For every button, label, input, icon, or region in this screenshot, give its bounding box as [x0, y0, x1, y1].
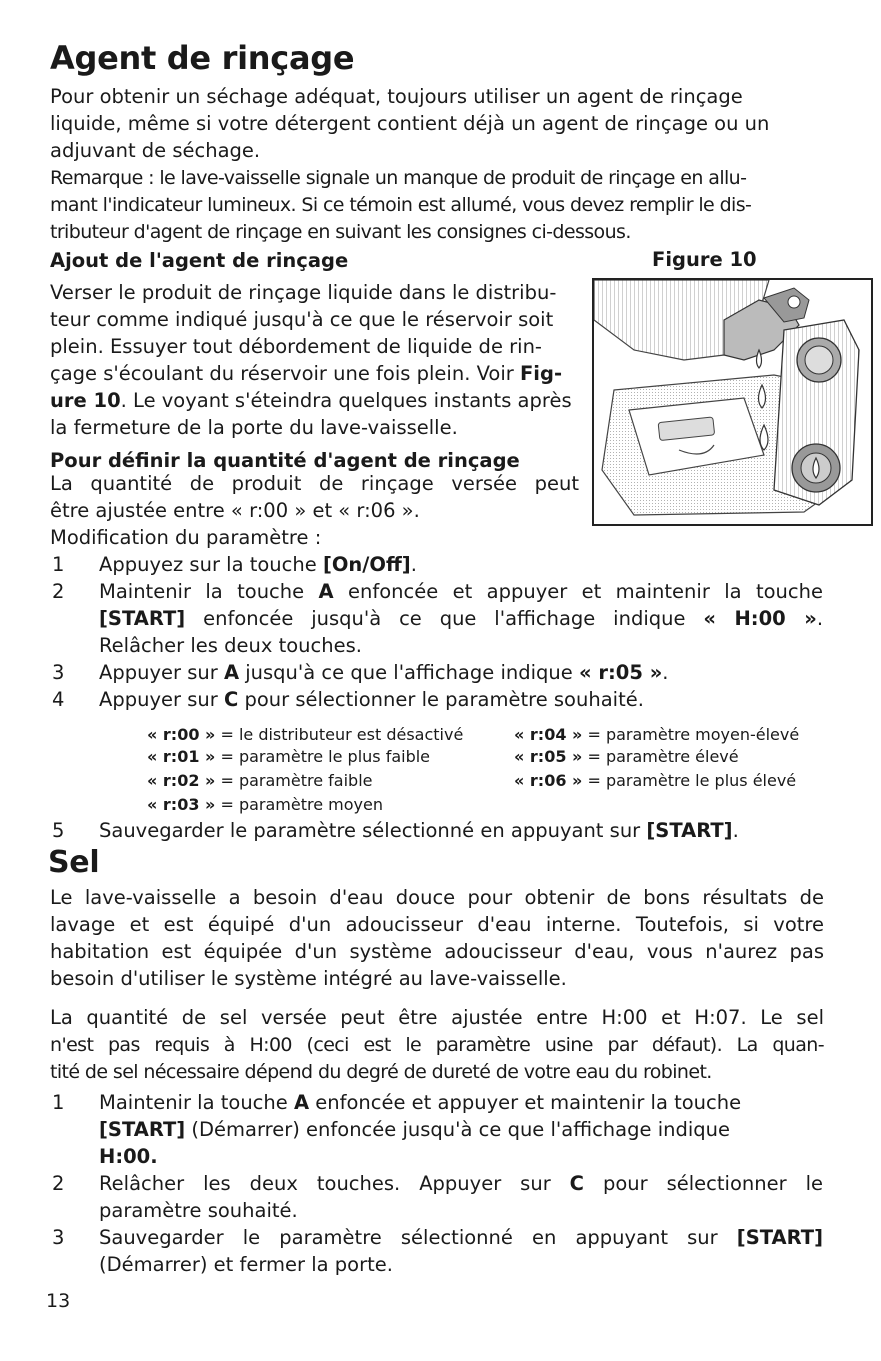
salt-p1-line-1: Le lave-vaisselle a besoin d'eau douce pour obtenir de bons résultats de	[50, 886, 824, 909]
salt-step-2-line-1	[99, 1171, 823, 1198]
step-5-text	[99, 818, 739, 845]
step-text: .	[732, 819, 739, 842]
start-key: [START]	[99, 607, 186, 630]
salt-step-3-line-2: (Démarrer) et fermer la porte.	[99, 1253, 393, 1276]
option-desc: = paramètre faible	[215, 771, 373, 790]
step-text: Maintenir la touche	[99, 580, 319, 603]
option-desc: = paramètre le plus élevé	[582, 771, 797, 790]
figure-ref-part1: Fig-	[519, 362, 563, 385]
on-off-key: [On/Off]	[322, 553, 411, 576]
qty-line-3: Modification du paramètre :	[50, 526, 322, 549]
salt-step-1-line-2	[99, 1117, 730, 1144]
figure-ref-part2: ure 10	[50, 389, 121, 412]
remark-line-2: mant l'indicateur lumineux. Si ce témoin est allumé, vous devez remplir le dis-	[50, 194, 752, 216]
option-code: « r:04 »	[514, 725, 583, 744]
step-number: 3	[52, 1226, 65, 1249]
salt-p2-line-1: La quantité de sel versée peut être ajustée entre H:00 et H:07. Le sel	[50, 1006, 824, 1029]
rinse-dispenser-drawing	[594, 280, 871, 524]
qty-line-1: La quantité de produit de rinçage versée peut	[50, 472, 579, 495]
rinse-quantity-heading: Pour définir la quantité d'agent de rinçage	[50, 449, 520, 472]
key-a: A	[293, 1091, 310, 1114]
start-key: [START]	[99, 1118, 186, 1141]
figure-label: Figure 10	[652, 248, 757, 271]
step-text: Appuyer sur	[99, 661, 224, 684]
intro-line-1: Pour obtenir un séchage adéquat, toujours utiliser un agent de rinçage	[50, 85, 743, 108]
remark-line-3: tributeur d'agent de rinçage en suivant les consignes ci-dessous.	[50, 221, 631, 243]
step-text: enfoncée jusqu'à ce que l'affichage indique	[185, 607, 704, 630]
step-text: Sauvegarder le paramètre sélectionné en appuyant sur	[99, 819, 647, 842]
add-line-5	[50, 388, 572, 415]
step-4-text	[99, 687, 644, 714]
salt-step-2-line-2: paramètre souhaité.	[99, 1199, 298, 1222]
step-number: 2	[52, 580, 65, 603]
key-a: A	[223, 661, 240, 684]
intro-line-2: liquide, même si votre détergent contient déjà un agent de rinçage ou un	[50, 112, 770, 135]
section-title-rinse-agent: Agent de rinçage	[50, 39, 355, 77]
step-text: pour sélectionner le paramètre souhaité.	[238, 688, 644, 711]
option-code: « r:03 »	[147, 795, 216, 814]
option-code: « r:02 »	[147, 771, 216, 790]
add-line-2: teur comme indiqué jusqu'à ce que le réservoir soit	[50, 308, 554, 331]
key-c: C	[223, 688, 239, 711]
step-number: 1	[52, 553, 65, 576]
option-code: « r:00 »	[147, 725, 216, 744]
option-r03	[147, 794, 383, 816]
step-1-text	[99, 552, 417, 579]
salt-step-1-line-3: H:00.	[99, 1145, 158, 1168]
section-title-salt: Sel	[48, 845, 100, 880]
step-2-line-2	[99, 606, 823, 633]
step-number: 5	[52, 819, 65, 842]
step-2-line-1	[99, 579, 823, 606]
salt-p2-line-2: n'est pas requis à H:00 (ceci est le paramètre usine par défaut). La quan-	[50, 1034, 824, 1056]
option-desc: = paramètre élevé	[582, 747, 739, 766]
step-text: Maintenir la touche	[99, 1091, 294, 1114]
add-line-4-text: çage s'écoulant du réservoir une fois plein. Voir	[50, 362, 520, 385]
add-line-3: plein. Essuyer tout débordement de liquide de rin-	[50, 335, 542, 358]
step-number: 2	[52, 1172, 65, 1195]
salt-p2-line-3: tité de sel nécessaire dépend du degré de dureté de votre eau du robinet.	[50, 1061, 712, 1083]
add-line-4	[50, 361, 562, 388]
option-r01	[147, 746, 430, 768]
option-r06	[514, 770, 796, 792]
step-number: 1	[52, 1091, 65, 1114]
step-text: (Démarrer) enfoncée jusqu'à ce que l'affichage indique	[185, 1118, 730, 1141]
step-text: pour sélectionner le	[583, 1172, 823, 1195]
page-number: 13	[46, 1290, 71, 1312]
key-c: C	[569, 1172, 584, 1195]
option-r00	[147, 724, 463, 746]
start-key: [START]	[646, 819, 733, 842]
step-text: Appuyer sur	[99, 688, 224, 711]
display-r05: « r:05 »	[578, 661, 663, 684]
add-line-6: la fermeture de la porte du lave-vaisselle.	[50, 416, 458, 439]
salt-p1-line-4: besoin d'utiliser le système intégré au lave-vaisselle.	[50, 967, 567, 990]
option-desc: = paramètre moyen-élevé	[582, 725, 800, 744]
option-desc: = paramètre moyen	[215, 795, 383, 814]
option-desc: = le distributeur est désactivé	[215, 725, 464, 744]
step-text: .	[410, 553, 417, 576]
salt-p1-line-3: habitation est équipée d'un système adoucisseur d'eau, vous n'aurez pas	[50, 940, 824, 963]
salt-step-1-line-1	[99, 1090, 741, 1117]
step-number: 3	[52, 661, 65, 684]
start-key: [START]	[736, 1226, 823, 1249]
option-code: « r:01 »	[147, 747, 216, 766]
add-line-1: Verser le produit de rinçage liquide dans le distribu-	[50, 281, 557, 304]
step-3-text	[99, 660, 669, 687]
option-code: « r:06 »	[514, 771, 583, 790]
figure-10-illustration	[592, 278, 873, 526]
qty-line-2: être ajustée entre « r:00 » et « r:06 ».	[50, 499, 420, 522]
step-text: .	[816, 607, 824, 630]
step-2-line-3: Relâcher les deux touches.	[99, 634, 362, 657]
option-r02	[147, 770, 372, 792]
add-rinse-heading: Ajout de l'agent de rinçage	[50, 249, 349, 272]
intro-line-3: adjuvant de séchage.	[50, 139, 261, 162]
remark-line-1: Remarque : le lave-vaisselle signale un manque de produit de rinçage en allu-	[50, 167, 747, 189]
step-text: Appuyez sur la touche	[99, 553, 323, 576]
display-h00: « H:00 »	[703, 607, 817, 630]
step-text: enfoncée et appuyer et maintenir la touche	[309, 1091, 742, 1114]
add-line-5-text: . Le voyant s'éteindra quelques instants après	[120, 389, 572, 412]
option-r04	[514, 724, 799, 746]
option-r05	[514, 746, 739, 768]
step-text: .	[662, 661, 669, 684]
step-text: Sauvegarder le paramètre sélectionné en appuyant sur	[99, 1226, 737, 1249]
option-code: « r:05 »	[514, 747, 583, 766]
key-a: A	[318, 580, 334, 603]
option-desc: = paramètre le plus faible	[215, 747, 431, 766]
step-text: jusqu'à ce que l'affichage indique	[239, 661, 579, 684]
step-text: Relâcher les deux touches. Appuyer sur	[99, 1172, 570, 1195]
salt-p1-line-2: lavage et est équipé d'un adoucisseur d'eau interne. Toutefois, si votre	[50, 913, 824, 936]
step-number: 4	[52, 688, 65, 711]
salt-step-3-line-1	[99, 1225, 823, 1252]
step-text: enfoncée et appuyer et maintenir la touche	[333, 580, 823, 603]
